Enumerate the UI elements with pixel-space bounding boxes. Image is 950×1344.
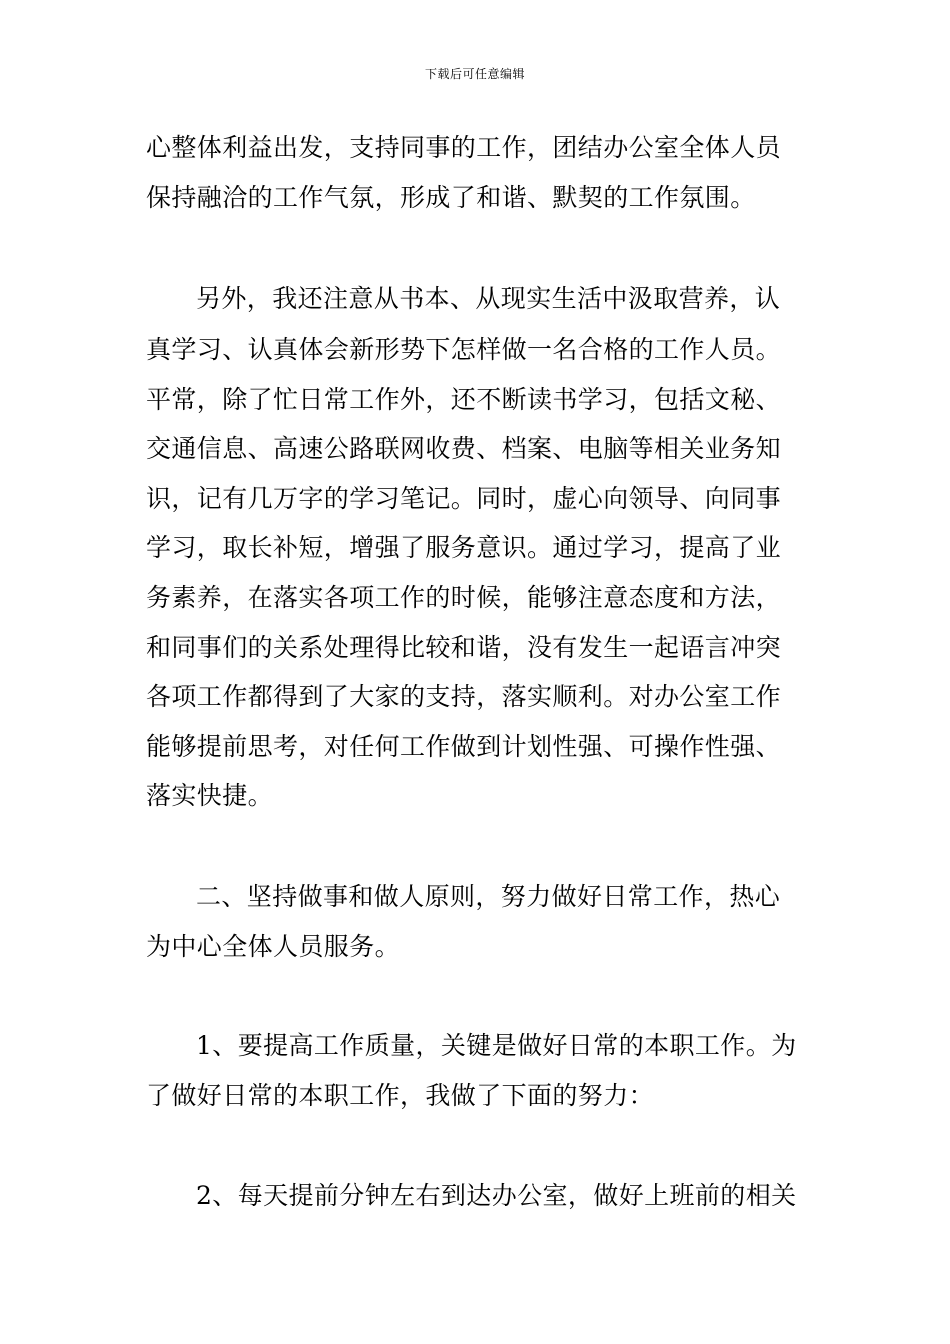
text-line: 和同事们的关系处理得比较和谐，没有发生一起语言冲突 <box>146 633 782 662</box>
section-heading-line: 二、坚持做事和做人原则，努力做好日常工作，热心 <box>196 882 781 911</box>
paragraph-start-line: 另外，我还注意从书本、从现实生活中汲取营养，认 <box>196 284 781 313</box>
text-line: 真学习、认真体会新形势下怎样做一名合格的工作人员。 <box>146 335 782 364</box>
text-line: 学习，取长补短，增强了服务意识。通过学习，提高了业 <box>146 533 782 562</box>
text-line: 平常，除了忙日常工作外，还不断读书学习，包括文秘、 <box>146 385 782 414</box>
paragraph-start-line: 2、每天提前分钟左右到达办公室，做好上班前的相关 <box>196 1181 797 1210</box>
page-header: 下载后可任意编辑 <box>424 67 525 81</box>
text-line: 识，记有几万字的学习笔记。同时，虚心向领导、向同事 <box>146 484 782 513</box>
text-line: 能够提前思考，对任何工作做到计划性强、可操作性强、 <box>146 732 782 761</box>
text-line: 各项工作都得到了大家的支持，落实顺利。对办公室工作 <box>146 682 782 711</box>
text-line: 为中心全体人员服务。 <box>146 932 401 961</box>
text-line: 保持融洽的工作气氛，形成了和谐、默契的工作氛围。 <box>146 183 756 212</box>
text-line: 心整体利益出发，支持同事的工作，团结办公室全体人员 <box>146 133 782 162</box>
text-line: 了做好日常的本职工作，我做了下面的努力： <box>146 1081 655 1110</box>
paragraph-start-line: 1、要提高工作质量，关键是做好日常的本职工作。为 <box>196 1031 797 1060</box>
text-line: 落实快捷。 <box>146 781 274 810</box>
text-line: 交通信息、高速公路联网收费、档案、电脑等相关业务知 <box>146 434 782 463</box>
text-line: 务素养，在落实各项工作的时候，能够注意态度和方法， <box>146 583 782 612</box>
